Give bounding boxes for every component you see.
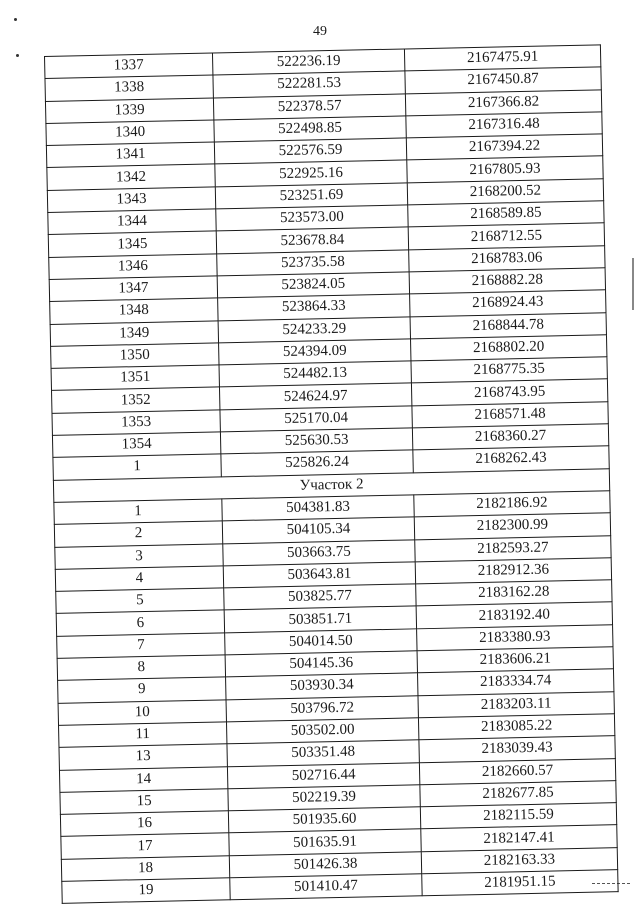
x-coordinate-cell: 503643.81 xyxy=(223,562,415,588)
y-coordinate-cell: 2183192.40 xyxy=(416,602,612,628)
point-number-cell: 1340 xyxy=(46,120,214,146)
x-coordinate-cell: 524394.09 xyxy=(219,339,411,365)
y-coordinate-cell: 2182186.92 xyxy=(414,491,610,517)
y-coordinate-cell: 2168802.20 xyxy=(411,335,607,361)
point-number-cell: 1 xyxy=(54,499,222,525)
y-coordinate-cell: 2182677.85 xyxy=(420,780,616,806)
x-coordinate-cell: 525630.53 xyxy=(220,428,412,454)
x-coordinate-cell: 524624.97 xyxy=(219,383,411,409)
y-coordinate-cell: 2167475.91 xyxy=(404,45,600,71)
x-coordinate-cell: 523824.05 xyxy=(217,272,409,298)
y-coordinate-cell: 2168712.55 xyxy=(408,223,604,249)
y-coordinate-cell: 2168743.95 xyxy=(411,379,607,405)
y-coordinate-cell: 2167366.82 xyxy=(405,89,601,115)
point-number-cell: 10 xyxy=(58,699,226,725)
y-coordinate-cell: 2168775.35 xyxy=(411,357,607,383)
point-number-cell: 9 xyxy=(58,677,226,703)
y-coordinate-cell: 2183606.21 xyxy=(417,647,613,673)
point-number-cell: 1342 xyxy=(47,164,215,190)
point-number-cell: 1 xyxy=(53,454,221,480)
x-coordinate-cell: 501426.38 xyxy=(229,851,421,877)
x-coordinate-cell: 523251.69 xyxy=(215,183,407,209)
point-number-cell: 18 xyxy=(61,855,229,881)
x-coordinate-cell: 522236.19 xyxy=(212,49,404,75)
x-coordinate-cell: 501635.91 xyxy=(229,829,421,855)
y-coordinate-cell: 2167805.93 xyxy=(407,156,603,182)
y-coordinate-cell: 2167394.22 xyxy=(406,134,602,160)
x-coordinate-cell: 523735.58 xyxy=(217,250,409,276)
y-coordinate-cell: 2183334.74 xyxy=(418,669,614,695)
point-number-cell: 1346 xyxy=(49,254,217,280)
y-coordinate-cell: 2168589.85 xyxy=(408,201,604,227)
x-coordinate-cell: 522498.85 xyxy=(214,116,406,142)
x-coordinate-cell: 504105.34 xyxy=(222,517,414,543)
x-coordinate-cell: 525826.24 xyxy=(221,450,413,476)
y-coordinate-cell: 2182300.99 xyxy=(414,513,610,539)
x-coordinate-cell: 501410.47 xyxy=(230,874,422,900)
x-coordinate-cell: 503663.75 xyxy=(223,539,415,565)
point-number-cell: 16 xyxy=(60,811,228,837)
point-number-cell: 11 xyxy=(59,722,227,748)
point-number-cell: 6 xyxy=(56,610,224,636)
x-coordinate-cell: 503796.72 xyxy=(226,695,418,721)
point-number-cell: 1350 xyxy=(51,343,219,369)
section-title: Участок 2 xyxy=(53,468,609,502)
point-number-cell: 1348 xyxy=(50,298,218,324)
x-coordinate-cell: 522576.59 xyxy=(214,138,406,164)
y-coordinate-cell: 2182912.36 xyxy=(415,558,611,584)
y-coordinate-cell: 2168844.78 xyxy=(410,312,606,338)
point-number-cell: 4 xyxy=(55,566,223,592)
point-number-cell: 1354 xyxy=(52,432,220,458)
x-coordinate-cell: 524233.29 xyxy=(218,316,410,342)
point-number-cell: 1337 xyxy=(45,53,213,79)
x-coordinate-cell: 503851.71 xyxy=(224,606,416,632)
point-number-cell: 19 xyxy=(62,878,230,904)
point-number-cell: 1352 xyxy=(52,387,220,413)
y-coordinate-cell: 2182163.33 xyxy=(421,847,617,873)
x-coordinate-cell: 522925.16 xyxy=(215,160,407,186)
y-coordinate-cell: 2181951.15 xyxy=(422,870,618,896)
x-coordinate-cell: 502716.44 xyxy=(227,762,419,788)
point-number-cell: 1351 xyxy=(51,365,219,391)
y-coordinate-cell: 2168200.52 xyxy=(407,179,603,205)
y-coordinate-cell: 2182660.57 xyxy=(419,758,615,784)
y-coordinate-cell: 2168882.28 xyxy=(409,268,605,294)
x-coordinate-cell: 503351.48 xyxy=(227,740,419,766)
point-number-cell: 8 xyxy=(57,655,225,681)
y-coordinate-cell: 2183039.43 xyxy=(419,736,615,762)
point-number-cell: 1345 xyxy=(48,231,216,257)
y-coordinate-cell: 2168360.27 xyxy=(412,424,608,450)
point-number-cell: 2 xyxy=(54,521,222,547)
x-coordinate-cell: 525170.04 xyxy=(220,406,412,432)
point-number-cell: 1338 xyxy=(45,75,213,101)
y-coordinate-cell: 2167316.48 xyxy=(406,112,602,138)
x-coordinate-cell: 502219.39 xyxy=(228,785,420,811)
x-coordinate-cell: 524482.13 xyxy=(219,361,411,387)
x-coordinate-cell: 522281.53 xyxy=(213,71,405,97)
x-coordinate-cell: 504014.50 xyxy=(225,629,417,655)
scan-dot-mark xyxy=(16,54,19,57)
point-number-cell: 1343 xyxy=(47,187,215,213)
coordinates-table xyxy=(44,44,619,904)
x-coordinate-cell: 522378.57 xyxy=(213,94,405,120)
point-number-cell: 1344 xyxy=(48,209,216,235)
y-coordinate-cell: 2183162.28 xyxy=(416,580,612,606)
x-coordinate-cell: 504145.36 xyxy=(225,651,417,677)
point-number-cell: 15 xyxy=(60,789,228,815)
point-number-cell: 13 xyxy=(59,744,227,770)
point-number-cell: 1349 xyxy=(50,320,218,346)
x-coordinate-cell: 523678.84 xyxy=(216,227,408,253)
scan-edge-mark xyxy=(632,258,634,310)
y-coordinate-cell: 2182115.59 xyxy=(420,803,616,829)
y-coordinate-cell: 2168783.06 xyxy=(409,245,605,271)
point-number-cell: 1341 xyxy=(46,142,214,168)
point-number-cell: 3 xyxy=(55,543,223,569)
point-number-cell: 14 xyxy=(59,766,227,792)
x-coordinate-cell: 523573.00 xyxy=(216,205,408,231)
x-coordinate-cell: 523864.33 xyxy=(218,294,410,320)
y-coordinate-cell: 2168262.43 xyxy=(413,446,609,472)
x-coordinate-cell: 501935.60 xyxy=(228,807,420,833)
point-number-cell: 7 xyxy=(57,633,225,659)
x-coordinate-cell: 503825.77 xyxy=(224,584,416,610)
y-coordinate-cell: 2183085.22 xyxy=(418,714,614,740)
y-coordinate-cell: 2183380.93 xyxy=(417,624,613,650)
y-coordinate-cell: 2168924.43 xyxy=(410,290,606,316)
x-coordinate-cell: 504381.83 xyxy=(222,495,414,521)
scan-dot-mark xyxy=(14,18,17,21)
y-coordinate-cell: 2182147.41 xyxy=(421,825,617,851)
x-coordinate-cell: 503930.34 xyxy=(226,673,418,699)
coordinates-sheet xyxy=(44,44,618,904)
point-number-cell: 5 xyxy=(56,588,224,614)
point-number-cell: 17 xyxy=(61,833,229,859)
point-number-cell: 1339 xyxy=(45,98,213,124)
y-coordinate-cell: 2168571.48 xyxy=(412,402,608,428)
point-number-cell: 1353 xyxy=(52,410,220,436)
y-coordinate-cell: 2183203.11 xyxy=(418,691,614,717)
page-number: 49 xyxy=(313,24,327,39)
y-coordinate-cell: 2167450.87 xyxy=(405,67,601,93)
point-number-cell: 1347 xyxy=(49,276,217,302)
x-coordinate-cell: 503502.00 xyxy=(226,718,418,744)
y-coordinate-cell: 2182593.27 xyxy=(415,535,611,561)
